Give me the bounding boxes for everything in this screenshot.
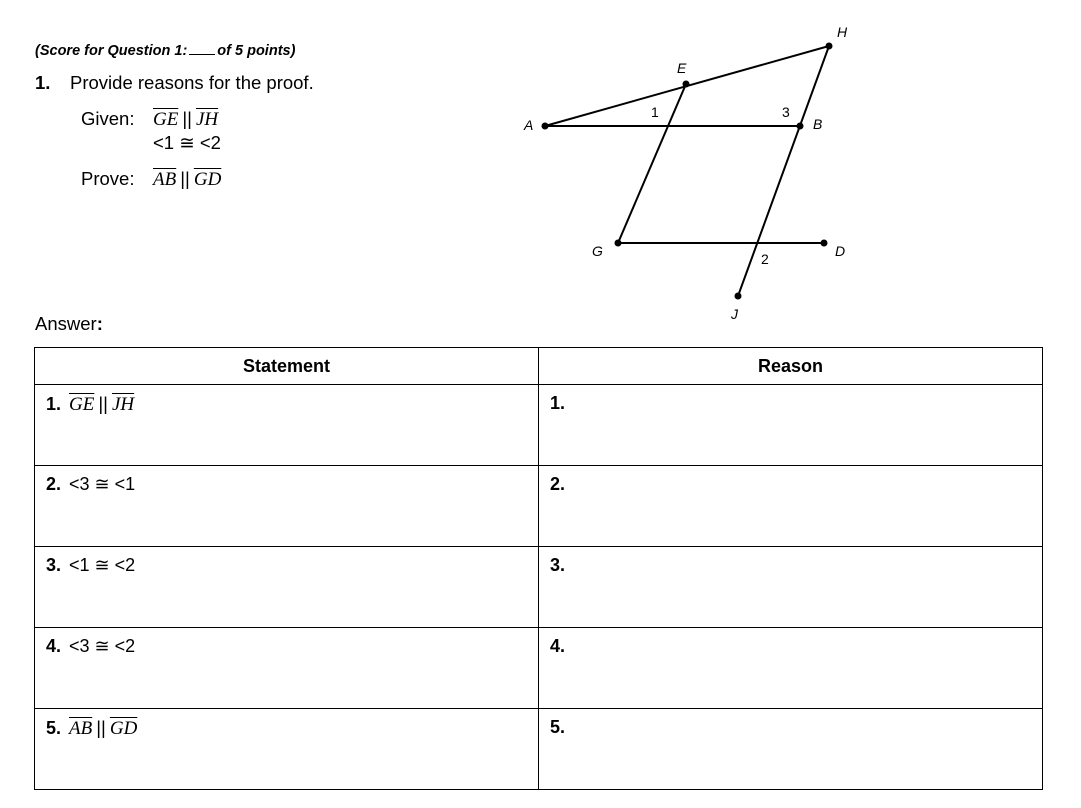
reason-number: 4.	[550, 636, 566, 656]
statement-segment-1: $\overline{GE}$	[69, 394, 95, 415]
reason-cell[interactable]	[539, 628, 1043, 709]
reason-header: Reason	[539, 348, 1043, 385]
statement-header: Statement	[35, 348, 539, 385]
statement-parallel: ||	[96, 717, 106, 738]
point-label-b: B	[813, 116, 823, 132]
statement-number: 3.	[46, 555, 62, 575]
line-eg	[618, 84, 686, 243]
reason-cell[interactable]	[539, 547, 1043, 628]
statement-text: <1 ≅ <2	[69, 555, 136, 575]
statement-segment-1: $\overline{AB}$	[69, 718, 93, 739]
question-number: 1.	[35, 72, 51, 93]
statement-text: <3 ≅ <1	[69, 474, 136, 494]
angle-label-2: 2	[761, 251, 769, 267]
statement-segment-2: $\overline{GD}$	[109, 718, 138, 739]
table-header-row	[35, 348, 1043, 385]
point-j-dot	[735, 293, 742, 300]
point-label-e: E	[677, 60, 687, 76]
point-b-dot	[797, 123, 804, 130]
statement-number: 5.	[46, 718, 62, 738]
given-parallel: ||	[182, 108, 192, 129]
prove-statement	[153, 168, 221, 191]
prove-label: Prove:	[81, 168, 135, 189]
line-ah	[545, 46, 829, 126]
given-statement-1	[153, 108, 218, 131]
given-statement-2: <1 ≅ <2	[153, 132, 221, 153]
reason-cell[interactable]	[539, 709, 1043, 790]
point-g-dot	[615, 240, 622, 247]
statement-parallel: ||	[98, 393, 108, 414]
table-row	[35, 628, 1043, 709]
point-label-d: D	[835, 243, 846, 259]
table-row	[35, 385, 1043, 466]
point-label-h: H	[837, 24, 848, 40]
given-segment-1: $\overline{GE}$	[153, 109, 179, 130]
point-label-j: J	[731, 306, 738, 322]
prove-segment-2: $\overline{GD}$	[193, 169, 222, 190]
score-suffix: of 5 points)	[217, 43, 296, 59]
proof-table	[34, 347, 1043, 790]
statement-cell	[35, 628, 539, 709]
question-line	[35, 72, 314, 94]
point-label-a: A	[524, 117, 534, 133]
table-row	[35, 709, 1043, 790]
point-label-g: G	[592, 243, 603, 259]
line-hj	[738, 46, 829, 296]
point-e-dot	[683, 81, 690, 88]
prove-parallel: ||	[180, 168, 190, 189]
statement-cell	[35, 709, 539, 790]
answer-label-text: Answer	[35, 313, 97, 334]
statement-cell	[35, 547, 539, 628]
reason-cell[interactable]	[539, 466, 1043, 547]
statement-text: <3 ≅ <2	[69, 636, 136, 656]
given-label: Given:	[81, 108, 135, 129]
question-text: Provide reasons for the proof.	[70, 72, 314, 93]
answer-label	[35, 313, 103, 335]
table-row	[35, 466, 1043, 547]
prove-segment-1: $\overline{AB}$	[153, 169, 177, 190]
statement-number: 2.	[46, 474, 62, 494]
reason-number: 1.	[550, 393, 566, 413]
reason-number: 5.	[550, 717, 566, 737]
reason-cell[interactable]	[539, 385, 1043, 466]
statement-number: 4.	[46, 636, 62, 656]
score-prefix: (Score for Question 1:	[35, 43, 188, 59]
point-a-dot	[542, 123, 549, 130]
reason-number: 3.	[550, 555, 566, 575]
angle-label-1: 1	[651, 104, 659, 120]
statement-cell	[35, 466, 539, 547]
angle-label-3: 3	[782, 104, 790, 120]
table-row	[35, 547, 1043, 628]
score-line	[35, 41, 295, 59]
point-d-dot	[821, 240, 828, 247]
statement-number: 1.	[46, 394, 62, 414]
statement-segment-2: $\overline{JH}$	[111, 394, 135, 415]
statement-cell	[35, 385, 539, 466]
reason-number: 2.	[550, 474, 566, 494]
given-segment-2: $\overline{JH}$	[195, 109, 219, 130]
point-h-dot	[826, 43, 833, 50]
answer-label-colon: :	[96, 313, 103, 334]
score-blank	[189, 41, 215, 55]
